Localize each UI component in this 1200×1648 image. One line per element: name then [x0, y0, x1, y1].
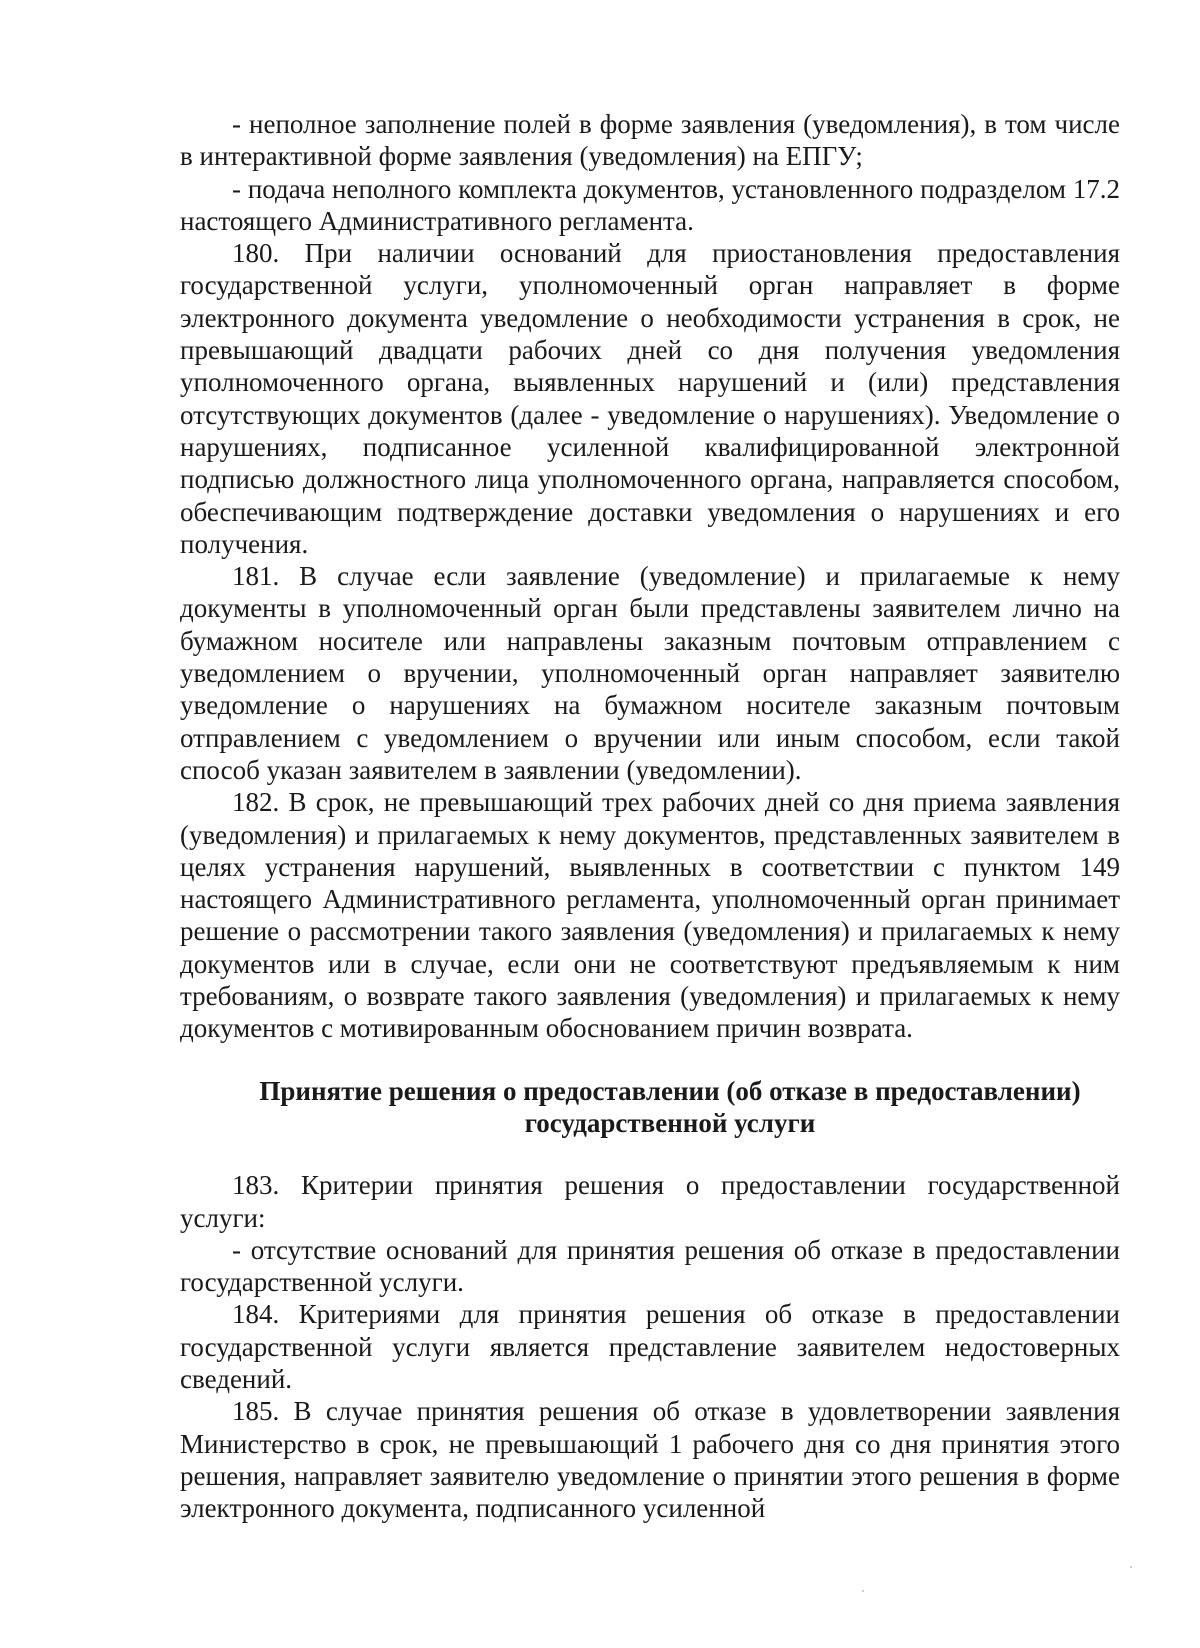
paragraph-183-item: - отсутствие оснований для принятия решения об отказе в предоставлении государственной услуги.: [180, 1234, 1120, 1298]
paragraph-incomplete-documents: - подача неполного комплекта документов, установленного подразделом 17.2 настоящего Административного регламента.: [180, 173, 1120, 236]
section-heading-line1: Принятие решения о предоставлении (об отказе в предоставлении): [259, 1075, 1081, 1106]
scan-speck: [1130, 1566, 1132, 1568]
paragraph-183: 183. Критерии принятия решения о предоставлении государственной услуги:: [180, 1170, 1120, 1233]
spacer: [180, 1139, 1120, 1169]
section-heading-line2: государственной услуги: [524, 1107, 816, 1138]
paragraph-incomplete-fields: - неполное заполнение полей в форме заявления (уведомления), в том числе в интерактивной форме заявления (уведомления) на ЕПГУ;: [180, 109, 1120, 172]
paragraph-182: 182. В срок, не превышающий трех рабочих дней со дня приема заявления (уведомления) и прилагаемых к нему документов, представленных заявителем в целях устранения нарушений, выявленных в соответствии с пунктом 149 настоящего Административного регламента, уполномоченный орган принимает решение о рассмотрении такого заявления (уведомления) и прилагаемых к нему документов или в случае, если они не соответствуют предъявляемым к ним требованиям, о возврате такого заявления (уведомления) и прилагаемых к нему документов с мотивированным обоснованием причин возврата.: [180, 787, 1120, 1044]
section-heading: [180, 1075, 1120, 1140]
document-body: [180, 108, 1120, 1524]
scan-speck: [862, 1590, 864, 1592]
paragraph-181: 181. В случае если заявление (уведомление) и прилагаемые к нему документы в уполномоченный орган были представлены заявителем лично на бумажном носителе или направлены заказным почтовым отправлением с уведомлением о вручении, уполномоченный орган направляет заявителю уведомление о нарушениях на бумажном носителе заказным почтовым отправлением с уведомлением о вручении или иным способом, если такой способ указан заявителем в заявлении (уведомлении).: [180, 561, 1120, 785]
paragraph-184: 184. Критериями для принятия решения об отказе в предоставлении государственной услуги является представление заявителем недостоверных сведений.: [180, 1299, 1120, 1394]
spacer: [180, 1045, 1120, 1075]
paragraph-185: 185. В случае принятия решения об отказе в удовлетворении заявления Министерство в срок, не превышающий 1 рабочего дня со дня принятия этого решения, направляет заявителю уведомление о принятии этого решения в форме электронного документа, подписанного усиленной: [180, 1396, 1120, 1524]
paragraph-180: 180. При наличии оснований для приостановления предоставления государственной услуги, уполномоченный орган направляет в форме электронного документа уведомление о необходимости устранения в срок, не превышающий двадцати рабочих дней со дня получения уведомления уполномоченного органа, выявленных нарушений и (или) представления отсутствующих документов (далее - уведомление о нарушениях). Уведомление о нарушениях, подписанное усиленной квалифицированной электронной подписью должностного лица уполномоченного органа, направляется способом, обеспечивающим подтверждение доставки уведомления о нарушениях и его получения.: [180, 238, 1120, 559]
